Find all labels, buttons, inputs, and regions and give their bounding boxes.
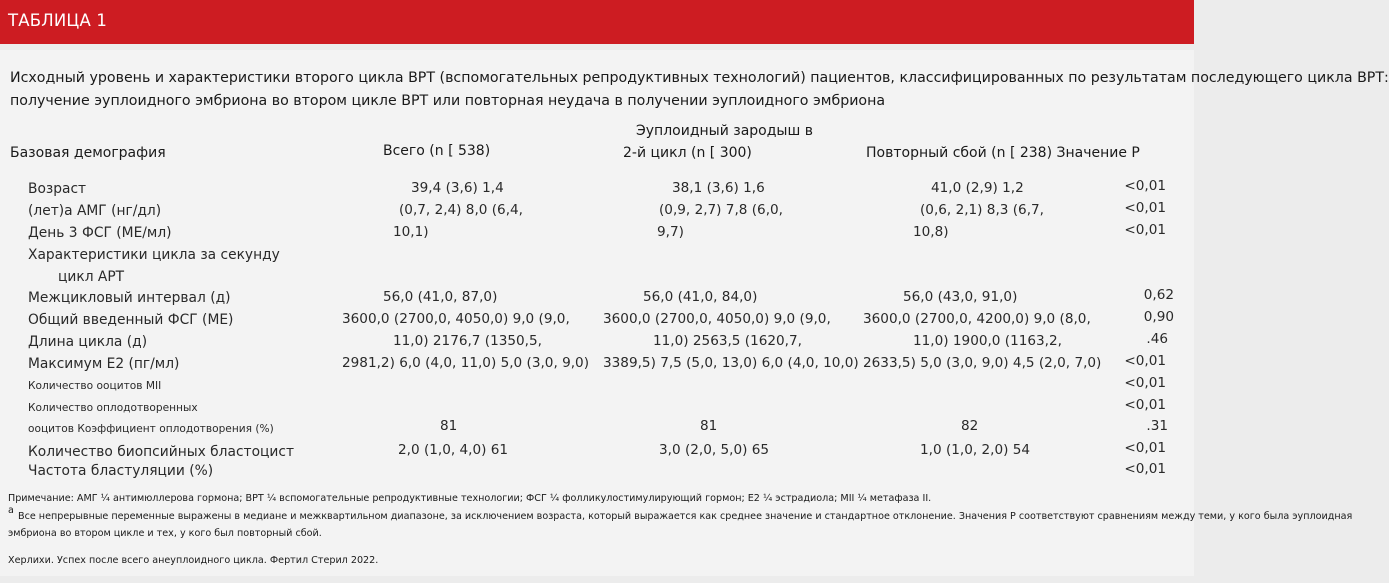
footnote-line-2: эмбриона во втором цикле и тех, у кого был повторный сбой. [8, 528, 322, 539]
euploid-cell: 11,0) 2563,5 (1620,7, [653, 333, 802, 349]
p-value-cell: <0,01 [1124, 461, 1166, 477]
row-label-mii: Количество ооцитов MII [28, 380, 162, 392]
row-label-max-e2: Максимум Е2 (пг/мл) [28, 356, 180, 372]
table-title: ТАБЛИЦА 1 [8, 11, 108, 30]
p-value-cell: <0,01 [1124, 353, 1166, 369]
column-header-euploid-bottom: 2-й цикл (n [ 300) [623, 145, 752, 161]
p-value-cell: <0,01 [1124, 440, 1166, 456]
total-cell: (0,7, 2,4) 8,0 (6,4, [399, 202, 523, 218]
row-label-cycle-length: Длина цикла (д) [28, 334, 148, 350]
row-label-fertilization-rate: ооцитов Коэффициент оплодотворения (%) [28, 423, 274, 435]
euploid-cell: 81 [700, 418, 718, 434]
p-value-cell: <0,01 [1124, 178, 1166, 194]
repeat-fail-cell: 2633,5) 5,0 (3,0, 9,0) 4,5 (2,0, 7,0) [863, 355, 1102, 371]
row-label-age: Возраст [28, 181, 87, 197]
row-label-cycle-characteristics-2: цикл АРТ [58, 269, 125, 285]
row-label-fertilized: Количество оплодотворенных [28, 402, 198, 414]
euploid-cell: 3600,0 (2700,0, 4050,0) 9,0 (9,0, [603, 311, 831, 327]
euploid-cell: 38,1 (3,6) 1,6 [672, 180, 765, 196]
row-label-fsh-day3: День 3 ФСГ (МЕ/мл) [28, 225, 172, 241]
total-cell: 2981,2) 6,0 (4,0, 11,0) 5,0 (3,0, 9,0) [342, 355, 590, 371]
total-cell: 56,0 (41,0, 87,0) [383, 289, 498, 305]
p-value-cell: <0,01 [1124, 375, 1166, 391]
row-label-total-fsh: Общий введенный ФСГ (МЕ) [28, 312, 234, 328]
p-value-cell: 0,90 [1143, 309, 1174, 325]
column-header-euploid-top: Эуплоидный зародыш в [636, 123, 813, 139]
citation: Херлихи. Успех после всего анеуплоидного цикла. Фертил Стерил 2022. [8, 555, 379, 566]
column-header-baseline: Базовая демография [10, 145, 166, 161]
table-caption-line-1: Исходный уровень и характеристики второго цикла ВРТ (вспомогательных репродуктивных технологий) пациентов, классифицированных по результатам последующего цикла ВРТ: [10, 70, 1389, 86]
repeat-fail-cell: 11,0) 1900,0 (1163,2, [913, 333, 1062, 349]
row-label-cycle-characteristics: Характеристики цикла за секунду [28, 247, 280, 263]
p-value-cell: <0,01 [1124, 200, 1166, 216]
p-value-cell: 0,62 [1143, 287, 1174, 303]
column-header-total: Всего (n [ 538) [383, 143, 491, 159]
repeat-fail-cell: 82 [961, 418, 979, 434]
p-value-cell: .46 [1146, 331, 1168, 347]
row-label-amh: (лет)а АМГ (нг/дл) [28, 203, 162, 219]
euploid-cell: 9,7) [657, 224, 684, 240]
note-abbreviations: Примечание: АМГ ¼ антимюллерова гормона; ВРТ ¼ вспомогательные репродуктивные технологии; ФСГ ¼ фолликулостимулирующий гормон; E2 ¼ эстрадиола; MII ¼ метафаза II. [8, 493, 932, 504]
total-cell: 39,4 (3,6) 1,4 [411, 180, 504, 196]
repeat-fail-cell: 10,8) [913, 224, 949, 240]
euploid-cell: 56,0 (41,0, 84,0) [643, 289, 758, 305]
row-label-blastulation: Частота бластуляции (%) [28, 463, 214, 479]
repeat-fail-cell: 41,0 (2,9) 1,2 [931, 180, 1024, 196]
row-label-biopsy: Количество биопсийных бластоцист [28, 444, 294, 460]
euploid-cell: 3389,5) 7,5 (5,0, 13,0) 6,0 (4,0, 10,0) [603, 355, 859, 371]
footnote-marker: а [8, 505, 14, 516]
footnote-line-1: Все непрерывные переменные выражены в медиане и межквартильном диапазоне, за исключением возраста, который выражается как среднее значение и стандартное отклонение. Значения P соответствуют сравнениям между теми, у кого была эуплоидная [18, 511, 1353, 522]
total-cell: 3600,0 (2700,0, 4050,0) 9,0 (9,0, [342, 311, 570, 327]
total-cell: 11,0) 2176,7 (1350,5, [393, 333, 542, 349]
repeat-fail-cell: 3600,0 (2700,0, 4200,0) 9,0 (8,0, [863, 311, 1091, 327]
repeat-fail-cell: 1,0 (1,0, 2,0) 54 [920, 442, 1031, 458]
row-label-intercycle: Межцикловый интервал (д) [28, 290, 231, 306]
repeat-fail-cell: 56,0 (43,0, 91,0) [903, 289, 1018, 305]
total-cell: 10,1) [393, 224, 429, 240]
p-value-cell: <0,01 [1124, 397, 1166, 413]
table-header-bar [0, 0, 1194, 44]
euploid-cell: (0,9, 2,7) 7,8 (6,0, [659, 202, 783, 218]
total-cell: 2,0 (1,0, 4,0) 61 [398, 442, 509, 458]
p-value-cell: <0,01 [1124, 222, 1166, 238]
p-value-cell: .31 [1146, 418, 1168, 434]
total-cell: 81 [440, 418, 458, 434]
table-caption-line-2: получение эуплоидного эмбриона во втором цикле ВРТ или повторная неудача в получении эуплоидного эмбриона [10, 93, 886, 109]
repeat-fail-cell: (0,6, 2,1) 8,3 (6,7, [920, 202, 1044, 218]
column-header-repeat-fail: Повторный сбой (n [ 238) Значение P [866, 145, 1140, 161]
euploid-cell: 3,0 (2,0, 5,0) 65 [659, 442, 770, 458]
